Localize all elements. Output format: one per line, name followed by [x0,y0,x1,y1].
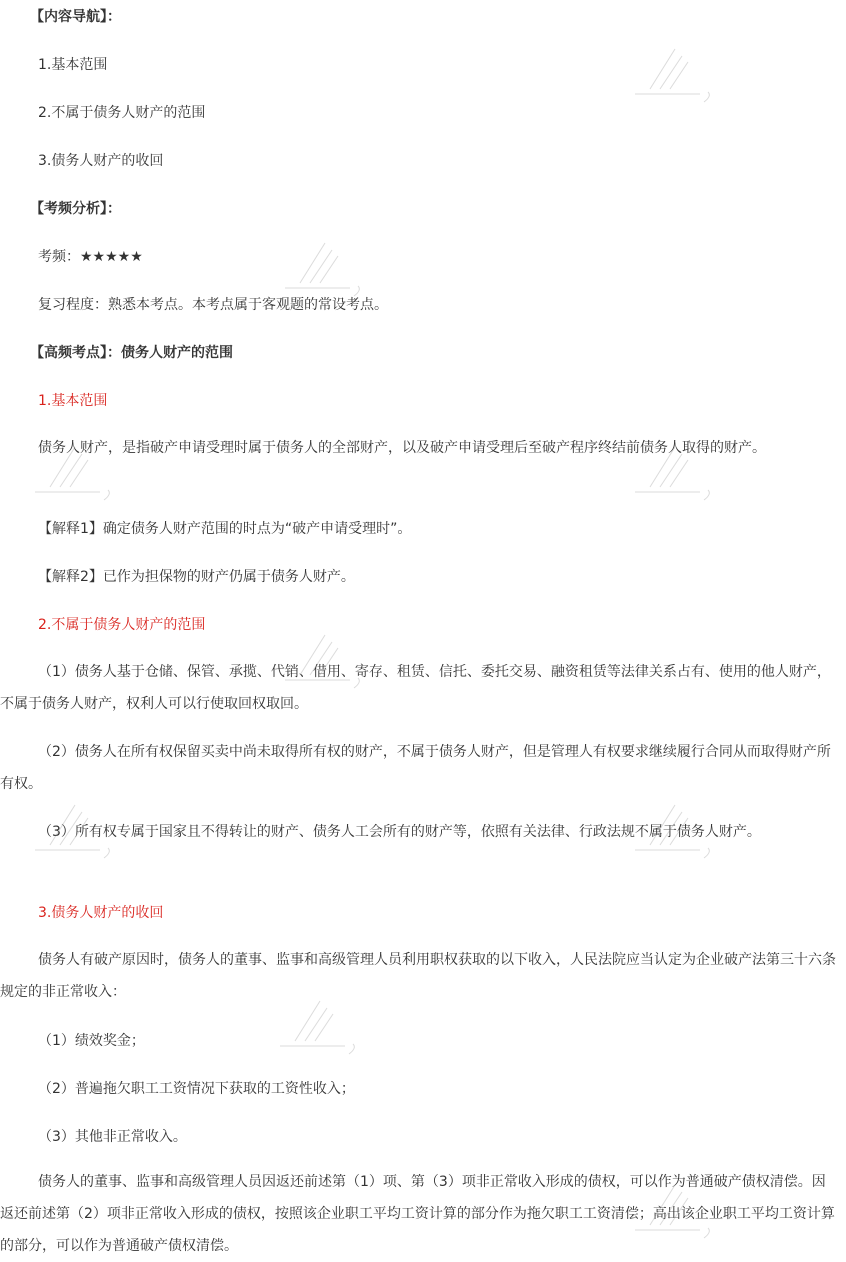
freq-rating: 考频：★★★★★ [38,249,143,265]
topic-heading: 【高频考点】：债务人财产的范围 [30,345,233,361]
watermark-icon [280,238,370,298]
section1-title: 1.基本范围 [38,393,108,409]
section3-item-1: （1）绩效奖金； [38,1033,145,1049]
watermark-icon [630,44,720,104]
section1-body: 债务人财产，是指破产申请受理时属于债务人的全部财产，以及破产申请受理后至破产程序终结前债务人取得的财产。 [38,440,766,456]
section3-title: 3.债务人财产的收回 [38,905,164,921]
section3-item-2: （2）普遍拖欠职工工资情况下获取的工资性收入； [38,1081,355,1097]
freq-review: 复习程度：熟悉本考点。本考点属于客观题的常设考点。 [38,297,388,313]
section3-conclusion: 债务人的董事、监事和高级管理人员因返还前述第（1）项、第（3）项非正常收入形成的债权，可以作为普通破产债权清偿。因返还前述第（2）项非正常收入形成的债权，按照该企业职工平均工资计算的部分作为拖欠职工工资清偿；高出该企业职工平均工资计算的部分，可以作为普通破产债权清偿。 [0,1174,835,1254]
section1-note1: 【解释1】确定债务人财产范围的时点为“破产申请受理时”。 [38,521,412,537]
nav-item-1: 1.基本范围 [38,57,108,73]
section1-note2: 【解释2】已作为担保物的财产仍属于债务人财产。 [38,569,355,585]
section2-title: 2.不属于债务人财产的范围 [38,617,206,633]
nav-item-2: 2.不属于债务人财产的范围 [38,105,206,121]
section2-item-1: （1）债务人基于仓储、保管、承揽、代销、借用、寄存、租赁、信托、委托交易、融资租赁等法律关系占有、使用的他人财产，不属于债务人财产，权利人可以行使取回权取回。 [0,664,831,712]
nav-heading: 【内容导航】： [30,9,121,25]
section2-item-3: （3）所有权专属于国家且不得转让的财产、债务人工会所有的财产等，依照有关法律、行政法规不属于债务人财产。 [38,824,761,840]
nav-item-3: 3.债务人财产的收回 [38,153,164,169]
freq-heading: 【考频分析】： [30,201,121,217]
section3-item-3: （3）其他非正常收入。 [38,1129,187,1145]
section2-item-2: （2）债务人在所有权保留买卖中尚未取得所有权的财产，不属于债务人财产，但是管理人有权要求继续履行合同从而取得财产所有权。 [0,744,831,792]
section3-intro: 债务人有破产原因时，债务人的董事、监事和高级管理人员利用职权获取的以下收入，人民法院应当认定为企业破产法第三十六条规定的非正常收入： [0,952,836,1000]
